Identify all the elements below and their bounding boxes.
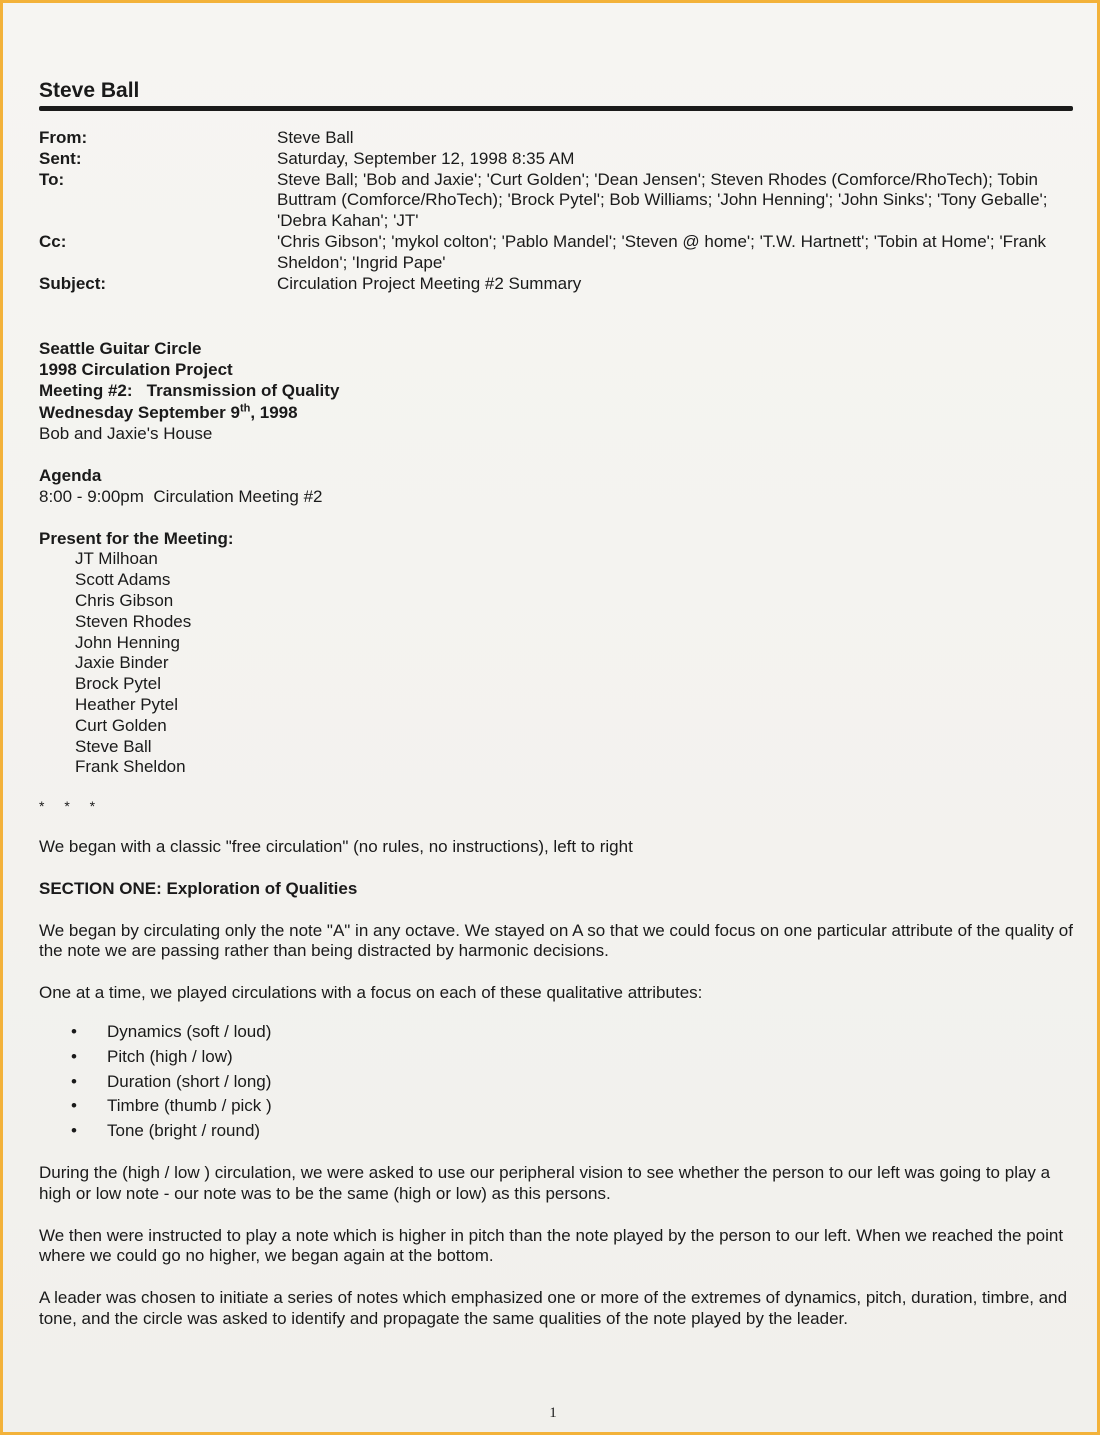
- meeting-date-year: , 1998: [250, 403, 298, 423]
- to-value: Steve Ball; 'Bob and Jaxie'; 'Curt Golden'; 'Dean Jensen'; Steven Rhodes (Comforce/RhoTech); Tobin Buttram (Comforce/RhoTech); 'Brock Pytel'; Bob Williams; 'John Henning'; 'John Sinks'; 'Tony Geballe'; 'Debra Kahan'; 'JT': [277, 169, 1048, 231]
- email-header: [39, 128, 1079, 294]
- bullet-icon: •: [71, 1121, 77, 1141]
- list-item: [39, 1094, 1075, 1119]
- attendee-name: JT Milhoan: [75, 549, 158, 569]
- cc-label: Cc:: [39, 231, 67, 251]
- attendee-name: Heather Pytel: [75, 694, 178, 714]
- sender-name: Steve Ball: [39, 79, 140, 102]
- attendee-name: Curt Golden: [75, 715, 167, 735]
- paragraph: One at a time, we played circulations with a focus on each of these qualitative attributes:: [39, 983, 703, 1003]
- paragraph: A leader was chosen to initiate a series of notes which emphasized one or more of the extremes of dynamics, pitch, duration, timbre, and tone, and the circle was asked to identify and propagate the same qualities of the note played by the leader.: [39, 1288, 1068, 1328]
- qualities-list: [39, 1020, 1075, 1144]
- attendee-name: Brock Pytel: [75, 674, 161, 694]
- list-item: [39, 1045, 1075, 1070]
- list-item: [39, 1119, 1075, 1144]
- meeting-date: [39, 403, 1075, 424]
- attendee-name: Frank Sheldon: [75, 757, 186, 777]
- attendees-heading: Present for the Meeting:: [39, 528, 234, 548]
- project-name: 1998 Circulation Project: [39, 359, 233, 379]
- bullet-icon: •: [71, 1046, 77, 1066]
- list-item: [39, 1070, 1075, 1095]
- from-label: From:: [39, 128, 88, 147]
- meeting-date-main: Wednesday September 9: [39, 403, 240, 423]
- to-label: To:: [39, 169, 65, 189]
- agenda-heading: Agenda: [39, 465, 102, 485]
- section-separator: * * *: [39, 798, 104, 815]
- from-row: [39, 128, 1079, 149]
- page-number: 1: [549, 1405, 557, 1421]
- list-item-text: Timbre (thumb / pick ): [107, 1096, 272, 1116]
- cc-value: 'Chris Gibson'; 'mykol colton'; 'Pablo Mandel'; 'Steven @ home'; 'T.W. Hartnett'; 'Tobin at Home'; 'Frank Sheldon'; 'Ingrid Pape': [277, 231, 1047, 272]
- list-item-text: Pitch (high / low): [107, 1046, 233, 1066]
- cc-row: [39, 232, 1079, 274]
- email-body: [39, 339, 1075, 1330]
- bullet-icon: •: [71, 1071, 77, 1091]
- paragraph: We began by circulating only the note "A" in any octave. We stayed on A so that we could focus on one particular attribute of the quality of the note we are passing rather than being distracted by harmonic decisions.: [39, 920, 1073, 961]
- bullet-icon: •: [71, 1096, 77, 1116]
- attendee-list: [39, 549, 1075, 778]
- list-item-text: Tone (bright / round): [107, 1121, 261, 1141]
- meeting-location: Bob and Jaxie's House: [39, 424, 213, 444]
- attendee-name: John Henning: [75, 632, 180, 652]
- agenda-item: 8:00 - 9:00pm Circulation Meeting #2: [39, 486, 323, 506]
- header-rule: [39, 106, 1073, 111]
- section-one-heading: SECTION ONE: Exploration of Qualities: [39, 878, 358, 898]
- sent-value: Saturday, September 12, 1998 8:35 AM: [277, 148, 575, 168]
- sent-label: Sent:: [39, 148, 82, 168]
- meeting-title: [39, 381, 1075, 402]
- attendee-name: Scott Adams: [75, 570, 171, 590]
- meeting-title-text: Meeting #2: Transmission of Quality: [39, 380, 340, 400]
- attendee-name: Steve Ball: [75, 736, 152, 756]
- subject-label: Subject:: [39, 273, 107, 293]
- to-row: [39, 170, 1079, 232]
- org-name: Seattle Guitar Circle: [39, 339, 202, 358]
- attendee-name: Jaxie Binder: [75, 653, 169, 673]
- paragraph: During the (high / low ) circulation, we were asked to use our peripheral vision to see whether the person to our left was going to play a high or low note - our note was to be the same (high or low) as this persons.: [39, 1162, 1051, 1203]
- paragraph: We then were instructed to play a note which is higher in pitch than the note played by the person to our left. When we reached the point where we could go no higher, we began again at the bottom.: [39, 1225, 1064, 1266]
- list-item: [39, 1020, 1075, 1045]
- from-value: Steve Ball: [277, 128, 354, 147]
- meeting-date-suffix: th: [239, 402, 251, 415]
- list-item-text: Dynamics (soft / loud): [107, 1021, 272, 1041]
- attendee-name: Chris Gibson: [75, 590, 174, 610]
- sent-row: [39, 149, 1079, 170]
- attendee-name: Steven Rhodes: [75, 611, 192, 631]
- list-item-text: Duration (short / long): [107, 1071, 272, 1091]
- subject-value: Circulation Project Meeting #2 Summary: [277, 273, 582, 293]
- intro-paragraph: We began with a classic "free circulation" (no rules, no instructions), left to right: [39, 836, 633, 856]
- subject-row: [39, 274, 1079, 295]
- bullet-icon: •: [71, 1021, 77, 1041]
